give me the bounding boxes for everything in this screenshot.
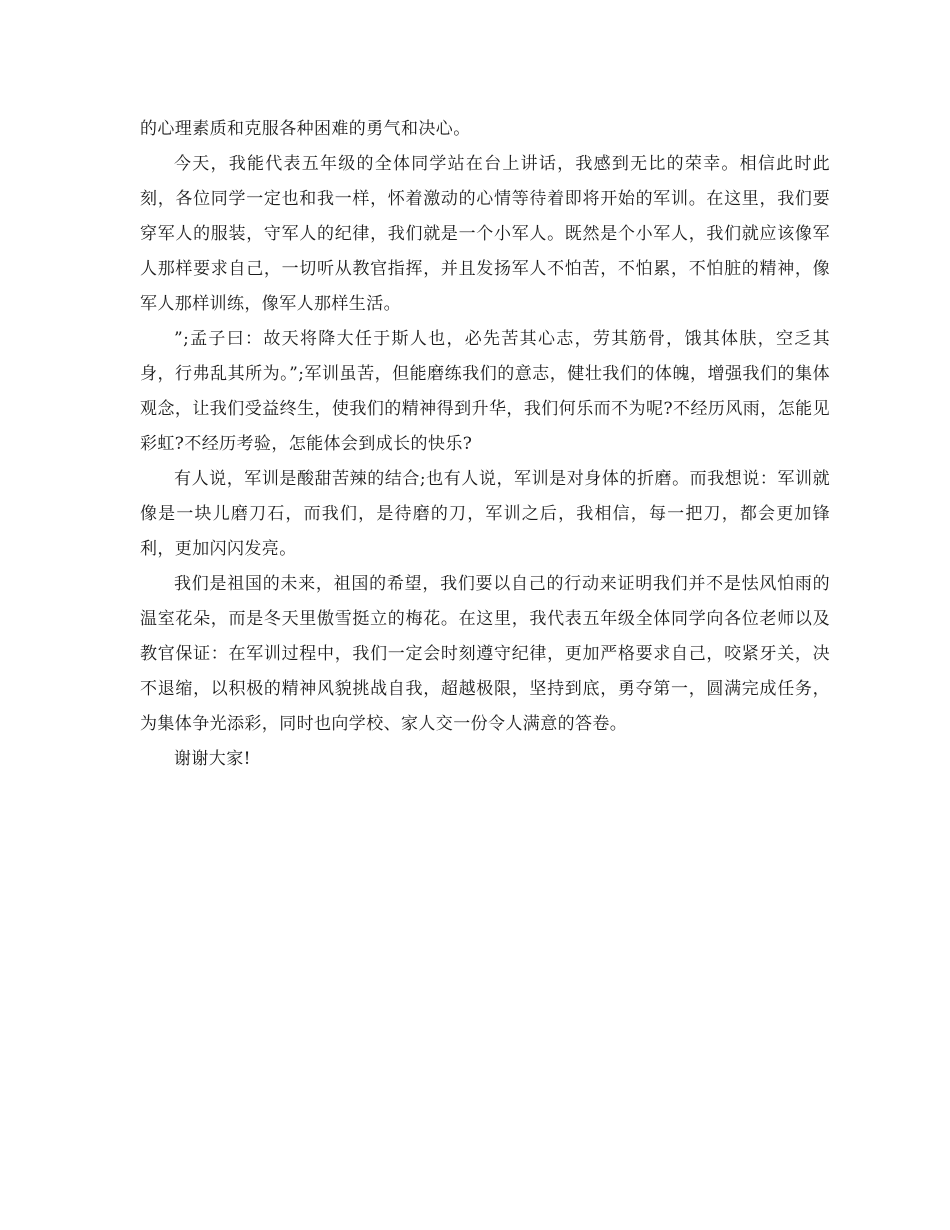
paragraph-whetstone: 有人说，军训是酸甜苦辣的结合;也有人说，军训是对身体的折磨。而我想说：军训就像是一块儿磨刀石，而我们，是待磨的刀，军训之后，我相信，每一把刀，都会更加锋利，更加闪闪发亮。: [140, 469, 830, 559]
document-body: [140, 112, 830, 777]
paragraph-continuation: 的心理素质和克服各种困难的勇气和决心。: [140, 119, 471, 139]
paragraph-pledge: 我们是祖国的未来，祖国的希望，我们要以自己的行动来证明我们并不是怯风怕雨的温室花朵，而是冬天里傲雪挺立的梅花。在这里，我代表五年级全体同学向各位老师以及教官保证：在军训过程中，我们一定会时刻遵守纪律，更加严格要求自己，咬紧牙关，决不退缩，以积极的精神风貌挑战自我，超越极限，坚持到底，勇夺第一，圆满完成任务，为集体争光添彩，同时也向学校、家人交一份令人满意的答卷。: [140, 574, 830, 734]
paragraph-thanks: 谢谢大家!: [174, 749, 251, 769]
paragraph-honor: 今天，我能代表五年级的全体同学站在台上讲话，我感到无比的荣幸。相信此时此刻，各位同学一定也和我一样，怀着激动的心情等待着即将开始的军训。在这里，我们要穿军人的服装，守军人的纪律，我们就是一个小军人。既然是个小军人，我们就应该像军人那样要求自己，一切听从教官指挥，并且发扬军人不怕苦，不怕累，不怕脏的精神，像军人那样训练，像军人那样生活。: [140, 154, 830, 314]
paragraph-mencius-quote: ”;孟子曰：故天将降大任于斯人也，必先苦其心志，劳其筋骨，饿其体肤，空乏其身，行弗乱其所为。”;军训虽苦，但能磨练我们的意志，健壮我们的体魄，增强我们的集体观念，让我们受益终生，使我们的精神得到升华，我们何乐而不为呢?不经历风雨，怎能见彩虹?不经历考验，怎能体会到成长的快乐?: [140, 329, 830, 454]
